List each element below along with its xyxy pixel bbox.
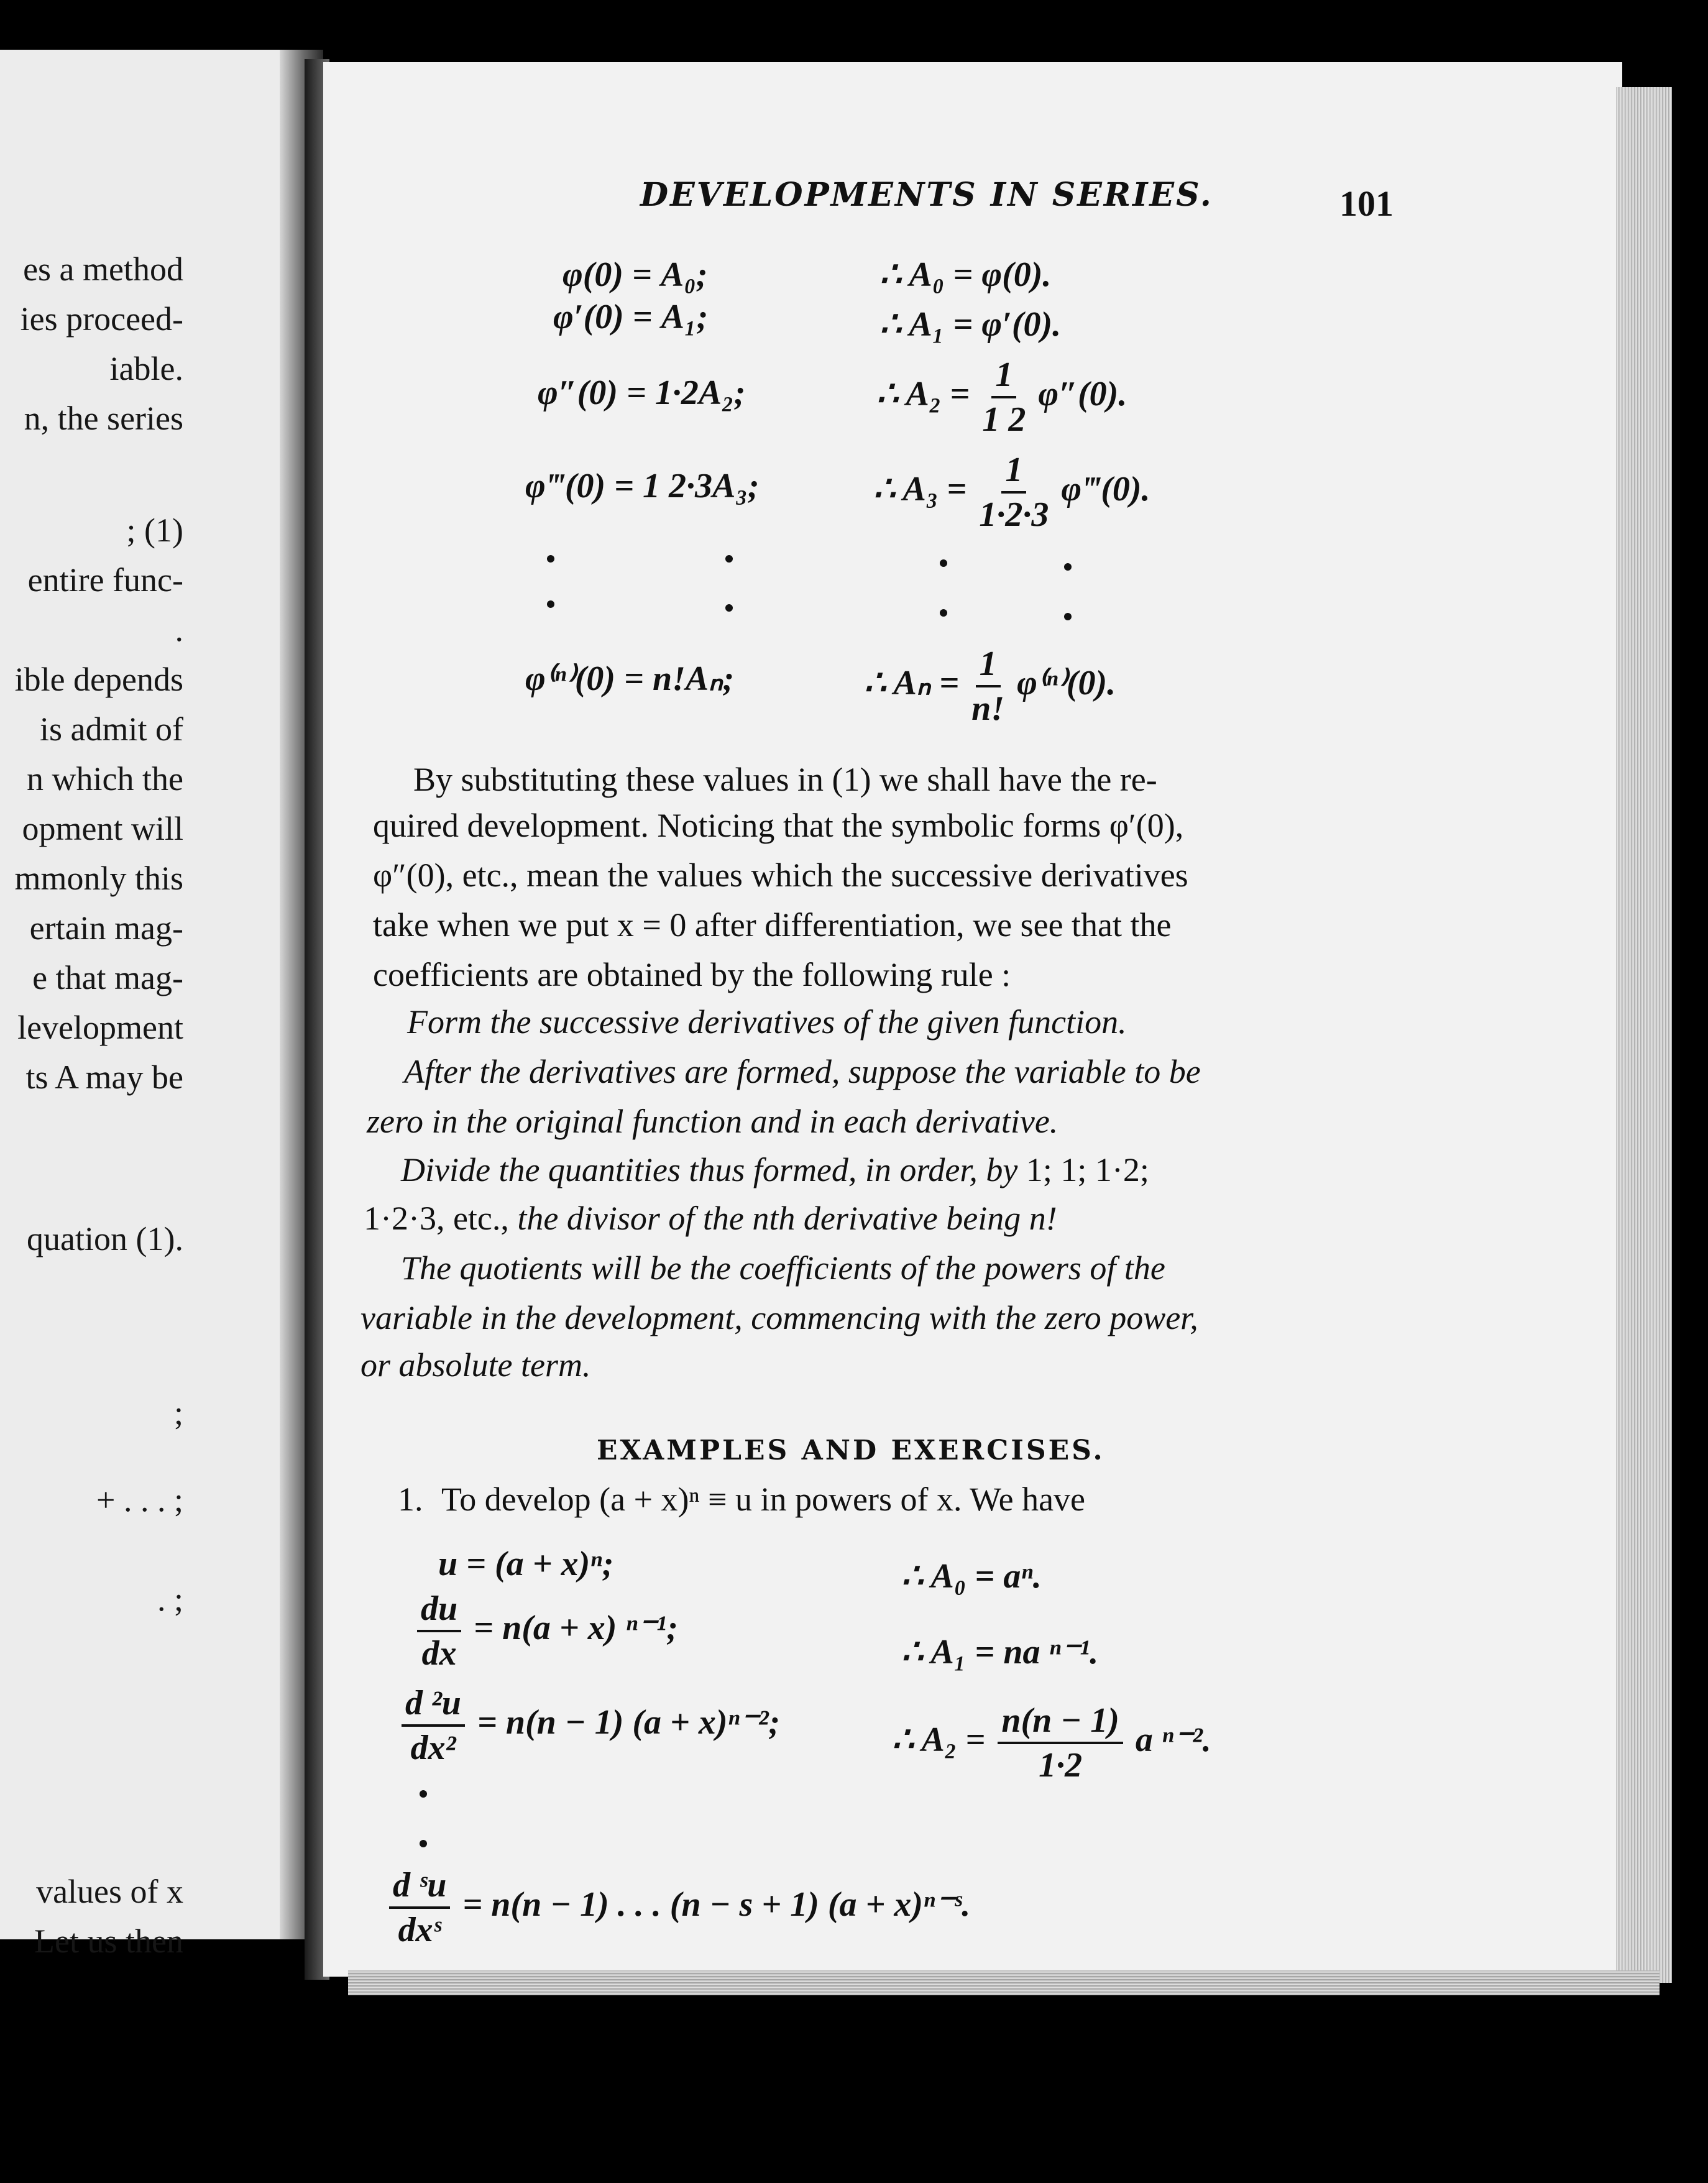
- equation-right: [876, 357, 1127, 437]
- equation-tail: a ⁿ⁻².: [1135, 1720, 1211, 1759]
- left-text-line: mmonly this: [14, 860, 183, 897]
- equation-left: φ⁽ⁿ⁾(0) = n!Aₙ;: [525, 659, 735, 698]
- equation-left: [413, 1591, 678, 1671]
- left-text-line: is admit of: [40, 710, 183, 748]
- fraction-numerator: du: [417, 1591, 461, 1632]
- ellipsis-dot: [940, 609, 947, 617]
- rule-divisors: 1; 1; 1·2;: [1017, 1151, 1149, 1188]
- equation-left: φ(0) = A₀;: [562, 255, 708, 294]
- rule-line: After the derivatives are formed, suppose the variable to be: [404, 1053, 1201, 1090]
- equation-right: ∴ A₁ = na ⁿ⁻¹.: [901, 1633, 1099, 1671]
- ellipsis-dot: [725, 604, 733, 612]
- fraction-denominator: dxˢ: [398, 1911, 441, 1949]
- rule-line: Form the successive derivatives of the given function.: [407, 1003, 1127, 1041]
- fraction: [982, 357, 1026, 437]
- equation-tail: φ″(0).: [1038, 374, 1127, 413]
- equation-lhs: ∴ A₂ =: [892, 1720, 986, 1759]
- fraction-numerator: d ˢu: [389, 1868, 450, 1909]
- equation-right: [873, 453, 1150, 532]
- equation-left: φ′(0) = A₁;: [553, 298, 709, 336]
- equation-right: ∴ A₀ = aⁿ.: [901, 1557, 1042, 1596]
- fraction-denominator: 1 2: [982, 400, 1026, 439]
- fraction: [979, 453, 1049, 532]
- equation-left: u = (a + x)ⁿ;: [438, 1545, 614, 1583]
- rule-line: zero in the original function and in each derivative.: [367, 1103, 1058, 1140]
- rule-divisors: 1·2·3, etc.,: [364, 1200, 518, 1237]
- left-text-line: ts A may be: [25, 1059, 183, 1096]
- equation-tail: = n(n − 1) (a + x)ⁿ⁻²;: [477, 1703, 781, 1742]
- rule-text: the divisor of the nth derivative being n!: [517, 1200, 1057, 1237]
- fraction: [971, 646, 1004, 726]
- fraction-numerator: d ²u: [402, 1686, 465, 1727]
- equation-right: [864, 646, 1116, 726]
- equation-left: φ‴(0) = 1 2·3A₃;: [525, 467, 760, 505]
- fraction: [998, 1703, 1123, 1783]
- equation-tail: = n(n − 1) . . . (n − s + 1) (a + x)ⁿ⁻ˢ.: [462, 1885, 971, 1924]
- rule-line: or absolute term.: [360, 1346, 591, 1384]
- example-statement: To develop (a + x)ⁿ ≡ u in powers of x. We have: [441, 1481, 1086, 1518]
- derivative-fraction: [389, 1868, 450, 1947]
- section-heading: EXAMPLES AND EXERCISES.: [597, 1435, 1105, 1466]
- left-text-line: iable.: [109, 350, 183, 387]
- left-text-line: Let us then: [34, 1923, 183, 1960]
- equation-lhs: ∴ A₃ =: [873, 469, 967, 508]
- paragraph-line: By substituting these values in (1) we shall have the re-: [413, 761, 1157, 798]
- rule-line: [364, 1198, 1057, 1238]
- paragraph-line: coefficients are obtained by the following rule :: [373, 956, 1011, 993]
- equation-tail: φ⁽ⁿ⁾(0).: [1017, 663, 1116, 702]
- left-text-line: . ;: [157, 1581, 183, 1618]
- ellipsis-dot: [1064, 613, 1072, 620]
- left-text-line: values of x: [36, 1873, 183, 1910]
- left-text-line: entire func-: [27, 561, 183, 599]
- fraction-denominator: n!: [971, 689, 1005, 728]
- equation-lhs: ∴ Aₙ =: [864, 663, 960, 702]
- equation-right: ∴ A₀ = φ(0).: [879, 255, 1052, 294]
- equation-left: [385, 1868, 970, 1947]
- left-text-line: ies proceed-: [20, 300, 183, 338]
- ellipsis-dot: [547, 555, 554, 563]
- fraction-numerator: 1: [976, 646, 1001, 687]
- ellipsis-dot: [420, 1790, 427, 1798]
- equation-right: [892, 1703, 1211, 1783]
- rule-text: Divide the quantities thus formed, in order, by: [401, 1151, 1018, 1188]
- example-number: 1.: [398, 1481, 423, 1518]
- ellipsis-dot: [940, 559, 947, 567]
- left-text-line: ; (1): [126, 512, 183, 549]
- fraction-denominator: 1·2: [1039, 1746, 1083, 1785]
- fraction-denominator: 1·2·3: [979, 495, 1049, 534]
- equation-tail: φ‴(0).: [1061, 469, 1150, 508]
- left-text-line: .: [175, 611, 183, 648]
- fraction-numerator: 1: [1001, 453, 1026, 494]
- left-text-line: n, the series: [24, 400, 183, 437]
- equation-right: ∴ A₁ = φ′(0).: [879, 305, 1062, 344]
- derivative-fraction: [417, 1591, 461, 1671]
- page-edges: [1616, 87, 1672, 1983]
- paragraph-line: quired development. Noticing that the symbolic forms φ′(0),: [373, 807, 1184, 844]
- equation-tail: = n(a + x) ⁿ⁻¹;: [474, 1608, 678, 1647]
- fraction-numerator: 1: [991, 357, 1016, 398]
- equation-left: φ″(0) = 1·2A₂;: [538, 374, 746, 412]
- equation-left: [398, 1686, 780, 1765]
- page-number: 101: [1339, 183, 1393, 224]
- derivative-fraction: [402, 1686, 465, 1765]
- left-page: [0, 50, 293, 1960]
- paragraph-line: φ″(0), etc., mean the values which the successive derivatives: [373, 857, 1188, 894]
- rule-line: The quotients will be the coefficients of the powers of the: [401, 1249, 1165, 1287]
- ellipsis-dot: [420, 1840, 427, 1847]
- fraction-denominator: dx: [421, 1634, 457, 1673]
- ellipsis-dot: [1064, 563, 1072, 571]
- left-text-line: es a method: [23, 250, 183, 288]
- ellipsis-dot: [725, 555, 733, 563]
- page-bottom-edges: [348, 1970, 1660, 1995]
- rule-line: [401, 1150, 1149, 1190]
- equation-lhs: ∴ A₂ =: [876, 374, 970, 413]
- ellipsis-dot: [547, 600, 554, 608]
- fraction-denominator: dx²: [410, 1729, 456, 1767]
- left-text-line: ible depends: [14, 661, 183, 698]
- left-text-line: opment will: [22, 810, 183, 847]
- left-text-line: e that mag-: [32, 959, 183, 996]
- running-title: DEVELOPMENTS IN SERIES.: [640, 176, 1213, 214]
- left-text-line: ertain mag-: [29, 909, 183, 947]
- paragraph-line: take when we put x = 0 after differentiation, we see that the: [373, 906, 1172, 944]
- left-text-line: quation (1).: [27, 1220, 183, 1257]
- rule-line: variable in the development, commencing with the zero power,: [360, 1299, 1198, 1336]
- left-text-line: ;: [173, 1394, 183, 1432]
- left-text-line: levelopment: [17, 1009, 183, 1046]
- left-text-line: + . . . ;: [96, 1481, 183, 1519]
- left-text-line: n which the: [27, 760, 183, 797]
- fraction-numerator: n(n − 1): [998, 1703, 1123, 1744]
